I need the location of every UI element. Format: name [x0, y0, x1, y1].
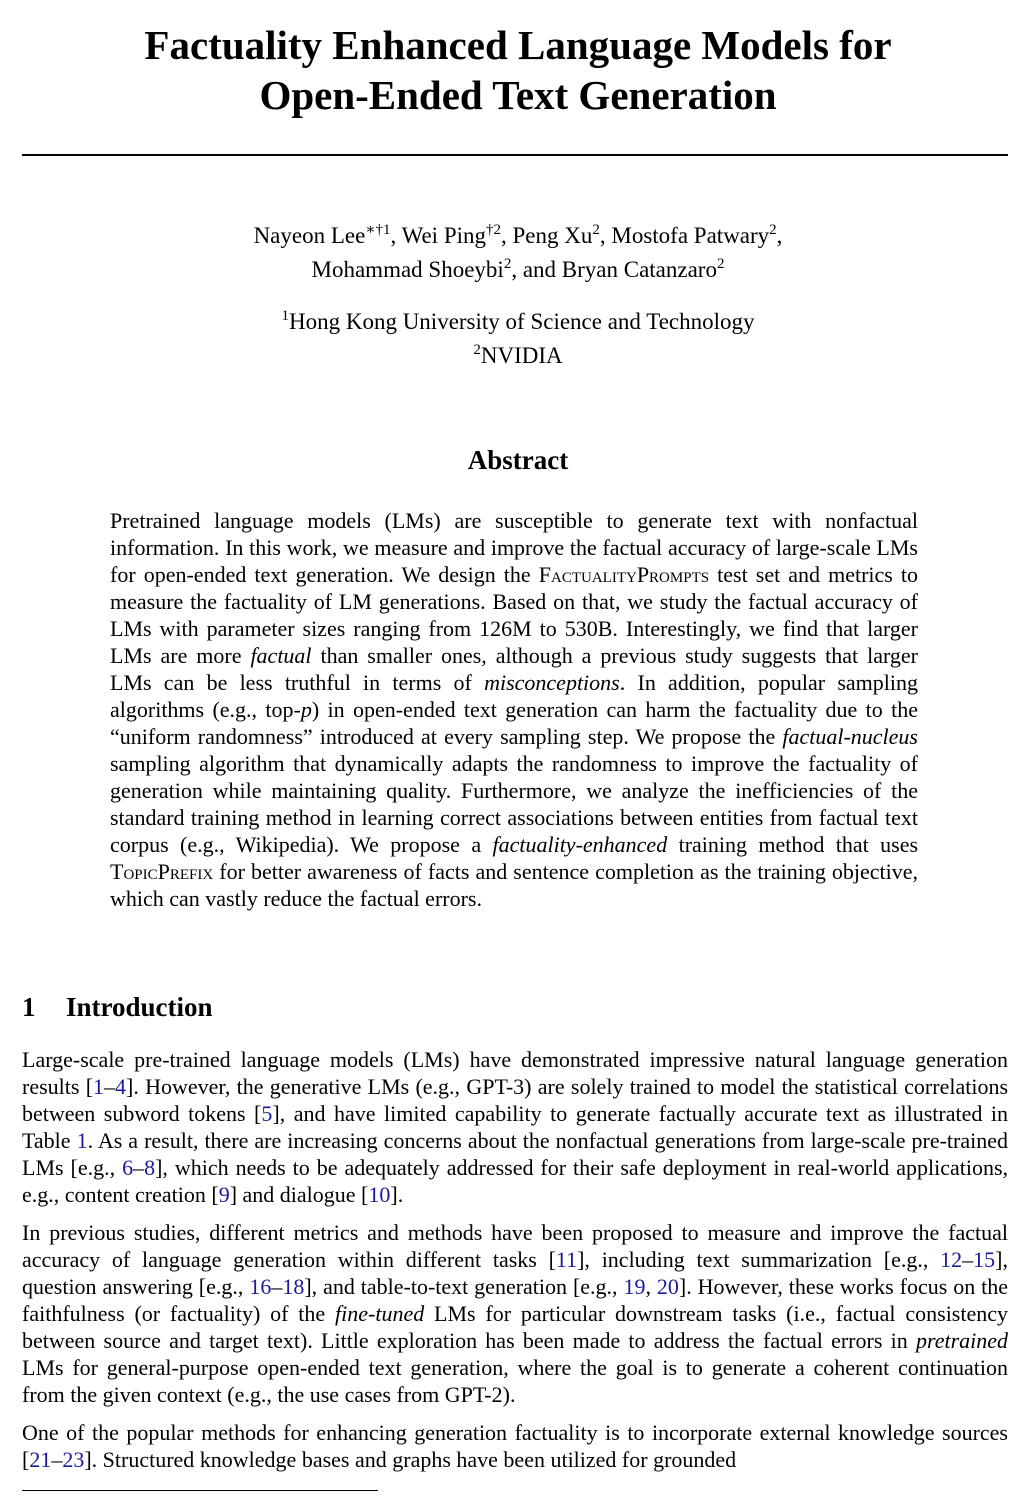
abstract-text-span: test set and metrics to measure the factuality of LM generations. Based on that, we study the factual accuracy of LMs with parameter sizes ranging from 126M to 530B. Interestingly, we find that larger LMs are more [110, 562, 919, 668]
citation-link[interactable]: 11 [555, 1247, 578, 1272]
section-title: Introduction [66, 992, 213, 1022]
author-mark: 2 [592, 222, 600, 238]
author-mark: †2 [486, 222, 502, 238]
topicprefix-term: TopicPrefix [110, 859, 214, 884]
text-span: One of the popular methods for enhancing generation factuality is to incorporate external knowledge sources [ [22, 1420, 1008, 1472]
section-heading-introduction [22, 990, 922, 1024]
section-number: 1 [22, 992, 36, 1022]
author-name: Mostofa Patwary [611, 223, 770, 248]
text-span: ] and dialogue [ [229, 1182, 369, 1207]
citation-dash: – [962, 1247, 974, 1272]
author-mark: 2 [769, 222, 777, 238]
abstract-text-span: training method that uses [678, 832, 919, 857]
citation-link[interactable]: 15 [973, 1247, 996, 1272]
author-name: Bryan Catanzaro [561, 257, 717, 282]
citation-dash: – [271, 1274, 283, 1299]
author-name: Nayeon Lee [253, 223, 366, 248]
author-name: Peng Xu [512, 223, 593, 248]
title-line-2: Open-Ended Text Generation [259, 72, 777, 118]
text-span: ], and table-to-text generation [e.g., [304, 1274, 618, 1299]
citation-link[interactable]: 20 [656, 1274, 679, 1299]
text-span: ]. However, the generative LMs (e.g., GPT-3) are solely trained to model the statistical correlations between subword tokens [ [22, 1074, 1009, 1126]
text-span: ], including text summarization [e.g., [577, 1247, 929, 1272]
abstract-text-span: than smaller ones, although a previous study suggests that larger LMs can be less truthful in terms of [110, 643, 918, 695]
author-mark: 2 [716, 256, 725, 272]
author-conjunction: and [522, 257, 557, 282]
citation-dash: – [133, 1155, 145, 1180]
emphasis-pretrained: pretrained [915, 1328, 1009, 1353]
text-span: LMs for general-purpose open-ended text generation, where the goal is to generate a coherent continuation from the given context (e.g., the use cases from GPT-2). [22, 1355, 1008, 1407]
emphasis-factuality-enhanced: factuality-enhanced [492, 832, 668, 857]
paragraph [22, 1219, 1008, 1408]
emphasis-p: p [300, 697, 312, 722]
citation-dash: – [104, 1074, 116, 1099]
citation-link[interactable]: 1 [93, 1074, 105, 1099]
author-mark: 2 [503, 256, 512, 272]
author-name: Mohammad Shoeybi [311, 257, 504, 282]
text-span: In previous studies, different metrics and methods have been proposed to measure and improve the factual accuracy of language generation within different tasks [ [22, 1220, 1008, 1272]
paragraph [22, 1419, 1008, 1473]
author-list [0, 219, 1036, 287]
author-line-2: Mohammad Shoeybi$^2$, and Bryan Catanzaro$^2$ [311, 256, 725, 282]
author-mark: ∗†1 [365, 222, 391, 238]
author-name: Wei Ping [401, 223, 487, 248]
citation-link[interactable]: 10 [368, 1182, 391, 1207]
abstract-text-span: sampling algorithm that dynamically adapts the randomness to improve the factuality of generation while maintaining quality. Furthermore, we analyze the inefficiencies of the standard training method in learning correct associations between entities from factual text corpus (e.g., Wikipedia). We propose a [110, 751, 918, 857]
paragraph [22, 1046, 1008, 1208]
title-line-1: Factuality Enhanced Language Models for [144, 22, 892, 68]
text-span: Large-scale pre-trained language models (LMs) have demonstrated impressive natural language generation results [ [22, 1047, 1008, 1099]
citation-separator: , [645, 1274, 651, 1299]
table-ref-link[interactable]: 1 [76, 1128, 88, 1153]
text-span: LMs for particular downstream tasks (i.e., factual consistency between source and target text). Little exploration has been made to address the factual errors in [22, 1301, 1009, 1353]
affiliation [0, 339, 1036, 373]
citation-link[interactable]: 16 [249, 1274, 272, 1299]
text-span: . As a result, there are increasing concerns about the nonfactual generations from large-scale pre-trained LMs [e.g., [22, 1128, 1009, 1180]
author-line-1: Nayeon Lee$^{∗\dagger 1}$, Wei Ping$^{\dagger 2}$, Peng Xu$^2$, Mostofa Patwary$^2$, [253, 222, 783, 248]
abstract-heading: Abstract [467, 445, 569, 475]
text-span: ]. However, these works focus on the faithfulness (or factuality) of the [22, 1274, 1008, 1326]
abstract-text-span: . In addition, popular sampling algorithms (e.g., top- [110, 670, 919, 722]
citation-link[interactable]: 9 [218, 1182, 230, 1207]
introduction-body [22, 1046, 1008, 1484]
text-span: ]. Structured knowledge bases and graphs have been utilized for grounded [84, 1447, 737, 1472]
affiliation-mark: 2 [473, 342, 481, 358]
emphasis-misconceptions: misconceptions [484, 670, 620, 695]
citation-dash: – [51, 1447, 63, 1472]
text-span: ], which needs to be adequately addressed for their safe deployment in real-world applications, e.g., content creation [ [22, 1155, 1009, 1207]
citation-link[interactable]: 21 [29, 1447, 52, 1472]
citation-link[interactable]: 23 [62, 1447, 85, 1472]
citation-link[interactable]: 18 [282, 1274, 305, 1299]
title-rule [22, 154, 1008, 156]
abstract-text-span: Pretrained language models (LMs) are susceptible to generate text with nonfactual information. In this work, we measure and improve the factual accuracy of large-scale LMs for open-ended text generation. We design the [110, 508, 918, 587]
emphasis-factual-nucleus: factual-nucleus [782, 724, 918, 749]
affiliation-name: Hong Kong University of Science and Technology [288, 309, 755, 334]
citation-link[interactable]: 5 [261, 1101, 273, 1126]
text-span: ], question answering [e.g., [22, 1247, 1008, 1299]
factualityprompts-term: FactualityPrompts [538, 562, 710, 587]
citation-link[interactable]: 6 [122, 1155, 134, 1180]
citation-link[interactable]: 8 [144, 1155, 156, 1180]
affiliation-mark: 1 [281, 308, 289, 324]
citation-link[interactable]: 12 [940, 1247, 963, 1272]
footnote-rule [22, 1490, 378, 1491]
affiliation [0, 305, 1036, 339]
emphasis-factual: factual [250, 643, 312, 668]
affiliation-list [0, 305, 1036, 373]
abstract-text [110, 507, 918, 912]
emphasis-fine-tuned: fine-tuned [335, 1301, 425, 1326]
affiliation-name: NVIDIA [480, 343, 563, 368]
citation-link[interactable]: 4 [115, 1074, 127, 1099]
abstract-text-span: ) in open-ended text generation can harm the factuality due to the “uniform randomness” introduced at every sampling step. We propose the [110, 697, 918, 749]
text-span: ]. [390, 1182, 404, 1207]
citation-link[interactable]: 19 [623, 1274, 646, 1299]
abstract-text-span: for better awareness of facts and sentence completion as the training objective, which can vastly reduce the factual errors. [110, 859, 919, 911]
text-span: ], and have limited capability to generate factually accurate text as illustrated in Table [22, 1101, 1008, 1153]
paper-title [0, 20, 1036, 120]
